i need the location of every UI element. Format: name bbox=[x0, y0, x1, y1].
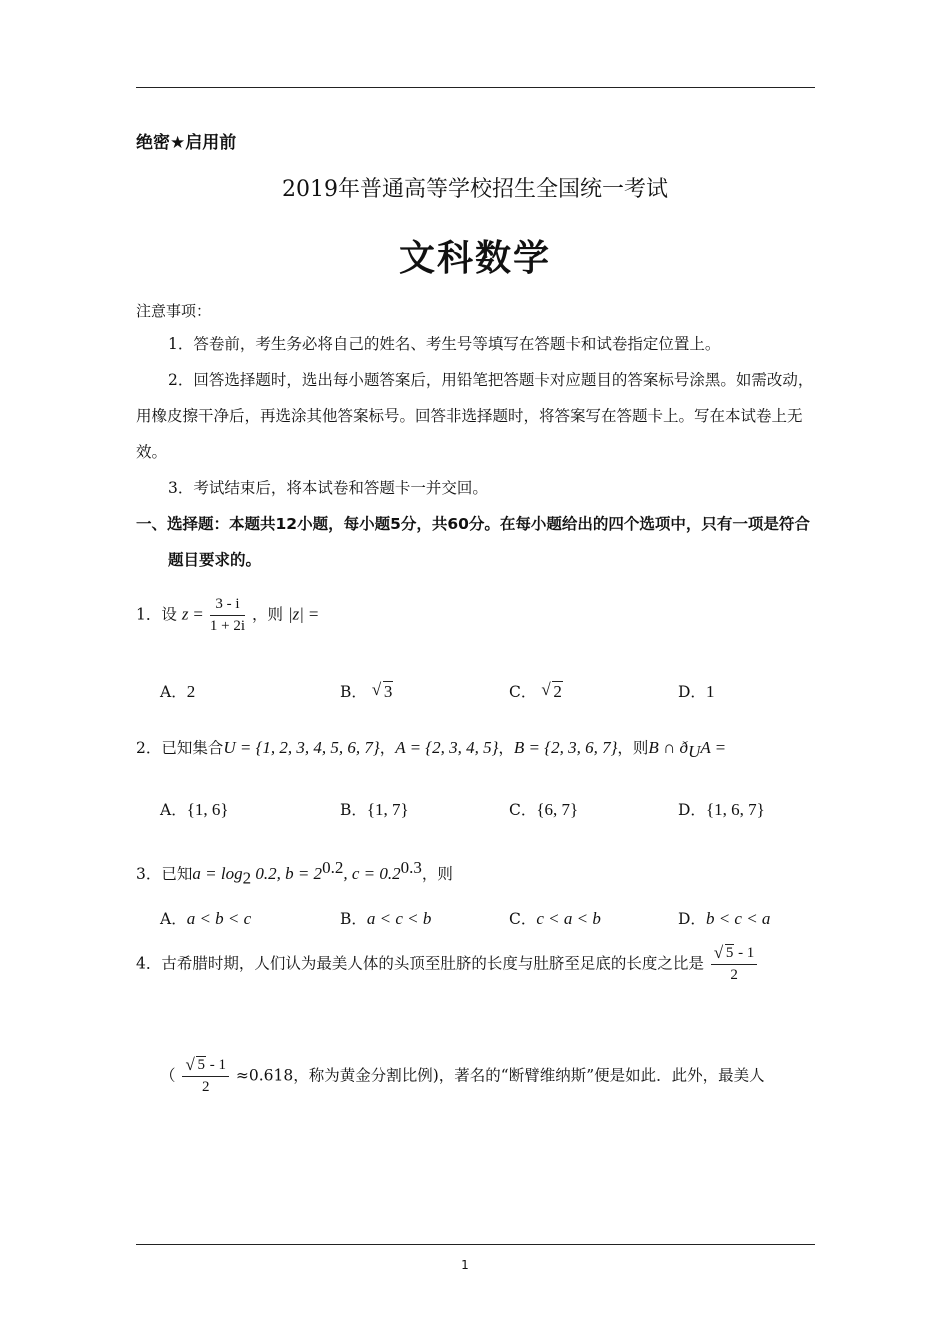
golden-ratio-fraction: √ 5 - 1 2 bbox=[711, 945, 758, 984]
q2-option-d[interactable]: D．{1, 6, 7} bbox=[678, 800, 765, 819]
section-1-heading: 一、选择题：本题共12小题，每小题5分，共60分。在每小题给出的四个选项中，只有一项是符合题目要求的。 bbox=[136, 515, 810, 569]
q1-option-d[interactable]: D．1 bbox=[678, 682, 715, 701]
subject-title: 文科数学 bbox=[398, 238, 551, 279]
notice-item-3: 3．考试结束后，将本试卷和答题卡一并交回。 bbox=[168, 479, 488, 497]
q1-fraction: $\frac{3 - i}{1 + 2i}$ bbox=[209, 596, 246, 634]
page-number: 1 bbox=[461, 1258, 469, 1272]
secret-label: 绝密★启用前 bbox=[136, 133, 237, 153]
golden-ratio-fraction-2: √ 5 - 1 2 bbox=[182, 1057, 229, 1096]
q3-option-c[interactable]: C．c < a < b bbox=[509, 909, 601, 928]
footer-rule bbox=[136, 1244, 815, 1245]
notice-heading: 注意事项： bbox=[136, 302, 212, 320]
sqrt-symbol: √ 2 bbox=[541, 680, 562, 701]
q3-option-d[interactable]: D．b < c < a bbox=[678, 909, 771, 928]
exam-title: 2019年普通高等学校招生全国统一考试 bbox=[282, 177, 668, 202]
question-2: 2．已知集合U = {1, 2, 3, 4, 5, 6, 7}，A = {2, 3, 4, 5}，B = {2, 3, 6, 7}，则B ∩ $ð_UA$ = bbox=[136, 738, 727, 762]
sqrt-symbol: √ 5 bbox=[713, 943, 734, 962]
question-4-continued: （ √ 5 - 1 2 ≈0.618，称为黄金分割比例)，著名的“断臂维纳斯”便是如此．此外，最美人 bbox=[160, 1055, 765, 1095]
question-3: 3．已知$a = \log_2 0.2$, $b = 2^{0.2}$, $c = 0.2^{0.3}$，则 bbox=[136, 858, 453, 888]
q2-option-a[interactable]: A．{1, 6} bbox=[160, 800, 229, 819]
q3-option-b[interactable]: B．a < c < b bbox=[340, 909, 432, 928]
sqrt-symbol: √ 5 bbox=[185, 1055, 205, 1074]
question-4: 4．古希腊时期，人们认为最美人体的头顶至肚脐的长度与肚脐至足底的长度之比是 √ 5 - 1 2 bbox=[136, 945, 759, 984]
sqrt-symbol: √ 3 bbox=[371, 680, 393, 701]
q2-option-c[interactable]: C．{6, 7} bbox=[509, 800, 579, 819]
q1-option-b[interactable]: B． √ 3 bbox=[340, 680, 393, 701]
q1-option-c[interactable]: C． √ 2 bbox=[509, 680, 562, 701]
q1-option-a[interactable]: A．2 bbox=[160, 682, 196, 701]
notice-item-2: 2．回答选择题时，选出每小题答案后，用铅笔把答题卡对应题目的答案标号涂黑。如需改动，用橡皮擦干净后，再选涂其他答案标号。回答非选择题时，将答案写在答题卡上。写在本试卷上无效。 bbox=[136, 371, 814, 461]
header-rule bbox=[136, 87, 815, 88]
q3-option-a[interactable]: A．a < b < c bbox=[160, 909, 252, 928]
notice-item-1: 1．答卷前，考生务必将自己的姓名、考生号等填写在答题卡和试卷指定位置上。 bbox=[168, 335, 721, 353]
q2-option-b[interactable]: B．{1, 7} bbox=[340, 800, 409, 819]
question-1: 1．设 z = $\frac{3 - i}{1 + 2i}$ ，则 |z| = bbox=[136, 596, 319, 634]
